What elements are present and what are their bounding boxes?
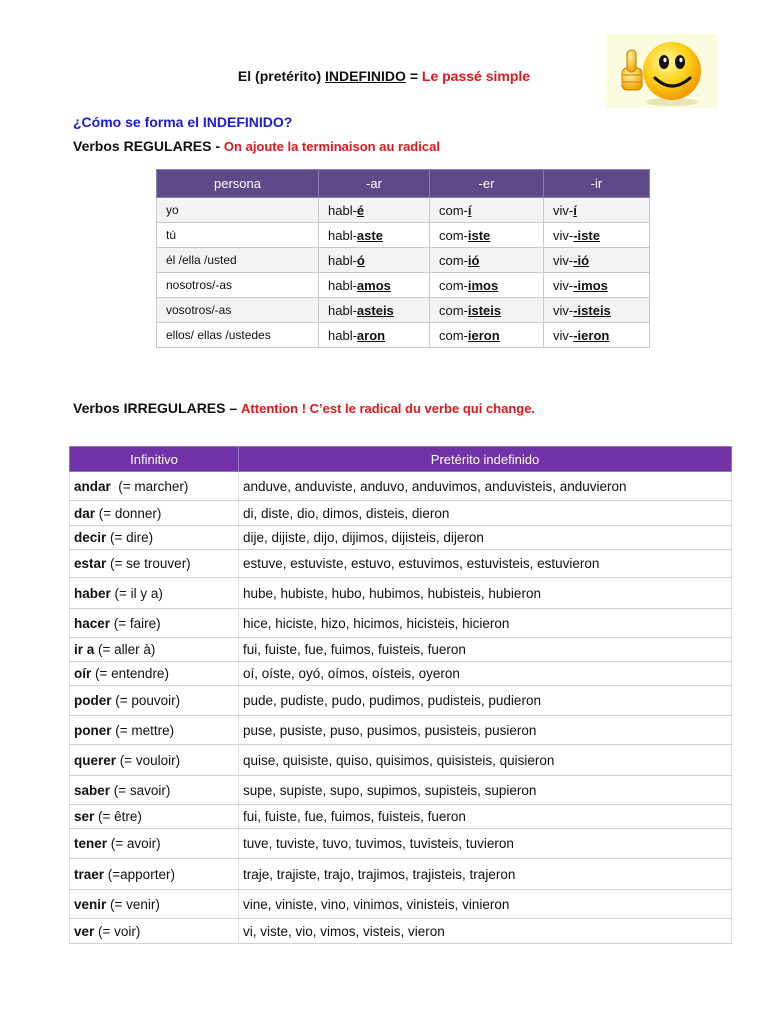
table-row [70, 745, 732, 776]
infinitive-cell [70, 890, 239, 919]
ar-ending: aste [356, 227, 383, 243]
infinitive-cell [70, 829, 239, 859]
persona-cell: tú [157, 223, 319, 248]
infinitive-cell [70, 686, 239, 716]
persona-cell: nosotros/-as [157, 273, 319, 298]
ar-ending: ó [356, 252, 365, 268]
ir-form: viv--iste [544, 223, 650, 248]
table-row [70, 526, 732, 550]
preterite-forms: fui, fuiste, fue, fuimos, fuisteis, fueron [239, 638, 732, 662]
ir-ending: í [573, 202, 577, 218]
header-ir: -ir [544, 170, 650, 198]
header-ar: -ar [319, 170, 430, 198]
verb-meaning: (= donner) [95, 505, 162, 521]
verb-infinitive: querer [74, 752, 117, 768]
table-row [157, 298, 650, 323]
ar-ending: amos [356, 277, 391, 293]
persona-cell: ellos/ ellas /ustedes [157, 323, 319, 348]
verb-meaning: (= marcher) [110, 478, 189, 494]
verb-infinitive: tener [74, 836, 108, 851]
preterite-forms: traje, trajiste, trajo, trajimos, trajisteis, trajeron [239, 859, 732, 890]
table-row [70, 805, 732, 829]
irregular-verbs-heading: Verbos IRREGULARES – Attention ! C’est le radical du verbe qui change. [73, 400, 536, 416]
er-ending: ió [467, 252, 480, 268]
er-ending: ieron [467, 327, 500, 343]
er-ending: isteis [467, 302, 502, 318]
regular-conjugation-table [156, 169, 650, 348]
verb-meaning: (= faire) [110, 615, 161, 631]
preterite-forms: di, diste, dio, dimos, disteis, dieron [239, 501, 732, 526]
table-row [70, 919, 732, 944]
verb-meaning: (= il y a) [110, 585, 163, 601]
table-row [70, 829, 732, 859]
regular-verbs-note: On ajoute la terminaison au radical [223, 139, 440, 154]
verb-meaning: (= entendre) [91, 666, 169, 681]
ir-ending: -iste [573, 227, 600, 243]
regular-verbs-heading: Verbos REGULARES - On ajoute la terminaison au radical [73, 138, 440, 154]
preterite-forms: fui, fuiste, fue, fuimos, fuisteis, fueron [239, 805, 732, 829]
ir-ending: -ieron [573, 327, 610, 343]
preterite-forms: vine, viniste, vino, vinimos, vinisteis, vinieron [239, 890, 732, 919]
table-row [157, 273, 650, 298]
table-row [70, 609, 732, 638]
er-ending: í [467, 202, 472, 218]
ar-form: habl-ó [319, 248, 430, 273]
table-row [70, 550, 732, 578]
infinitive-cell [70, 859, 239, 890]
table-row [70, 578, 732, 609]
header-infinitivo: Infinitivo [70, 447, 239, 472]
preterite-forms: supe, supiste, supo, supimos, supisteis, supieron [239, 776, 732, 805]
ir-form: viv-í [544, 198, 650, 223]
verb-meaning: (= pouvoir) [111, 693, 181, 708]
er-ending: imos [467, 277, 499, 293]
preterite-forms: puse, pusiste, puso, pusimos, pusisteis, pusieron [239, 716, 732, 745]
infinitive-cell [70, 638, 239, 662]
infinitive-cell [70, 501, 239, 526]
preterite-forms: pude, pudiste, pudo, pudimos, pudisteis, pudieron [239, 686, 732, 716]
ir-form: viv--isteis [544, 298, 650, 323]
ir-ending: -imos [573, 277, 608, 293]
ar-form: habl-aste [319, 223, 430, 248]
verb-infinitive: dar [74, 505, 96, 521]
ar-form: habl-amos [319, 273, 430, 298]
persona-cell: yo [157, 198, 319, 223]
verb-infinitive: ser [74, 809, 95, 824]
table-row [70, 890, 732, 919]
verb-infinitive: poder [74, 693, 112, 708]
table-row [70, 859, 732, 890]
er-form: com-í [430, 198, 544, 223]
verb-meaning: (= se trouver) [106, 556, 191, 571]
table-header-row [157, 170, 650, 198]
verb-infinitive: estar [74, 556, 107, 571]
verb-meaning: (= vouloir) [116, 752, 181, 768]
verb-infinitive: ir a [74, 642, 95, 657]
er-form: com-imos [430, 273, 544, 298]
preterite-forms: tuve, tuviste, tuvo, tuvimos, tuvisteis, tuvieron [239, 829, 732, 859]
er-ending: iste [467, 227, 491, 243]
ar-form: habl-é [319, 198, 430, 223]
infinitive-cell [70, 550, 239, 578]
verb-meaning: (=apporter) [104, 866, 175, 882]
verb-meaning: (= savoir) [110, 782, 171, 798]
preterite-forms: quise, quisiste, quiso, quisimos, quisisteis, quisieron [239, 745, 732, 776]
table-header-row [70, 447, 732, 472]
ir-form: viv--ió [544, 248, 650, 273]
infinitive-cell [70, 716, 239, 745]
formation-question: ¿Cómo se forma el INDEFINIDO? [73, 114, 293, 130]
table-row [70, 501, 732, 526]
infinitive-cell [70, 578, 239, 609]
preterite-forms: anduve, anduviste, anduvo, anduvimos, anduvisteis, anduvieron [239, 472, 732, 501]
ir-ending: -isteis [573, 302, 611, 318]
table-row [70, 638, 732, 662]
ar-ending: é [356, 202, 365, 218]
irregular-verbs-note: Attention ! C’est le radical du verbe qui change. [241, 401, 536, 416]
verb-infinitive: andar [74, 478, 111, 494]
verb-meaning: (= mettre) [111, 722, 175, 738]
ar-form: habl-asteis [319, 298, 430, 323]
table-row [157, 248, 650, 273]
header-er: -er [430, 170, 544, 198]
verb-infinitive: ver [74, 923, 95, 939]
page-title: El (pretérito) INDEFINIDO = Le passé simple [237, 68, 531, 84]
ir-form: viv--imos [544, 273, 650, 298]
infinitive-cell [70, 662, 239, 686]
preterite-forms: dije, dijiste, dijo, dijimos, dijisteis, dijeron [239, 526, 732, 550]
infinitive-cell [70, 526, 239, 550]
table-row [70, 716, 732, 745]
infinitive-cell [70, 472, 239, 501]
ir-ending: -ió [573, 252, 590, 268]
verb-infinitive: haber [74, 585, 111, 601]
persona-cell: él /ella /usted [157, 248, 319, 273]
table-row [70, 662, 732, 686]
table-row [157, 223, 650, 248]
persona-cell: vosotros/-as [157, 298, 319, 323]
header-persona: persona [157, 170, 319, 198]
preterite-forms: oí, oíste, oyó, oímos, oísteis, oyeron [239, 662, 732, 686]
er-form: com-ió [430, 248, 544, 273]
ar-ending: aron [356, 327, 386, 343]
verb-infinitive: hacer [74, 615, 111, 631]
verb-meaning: (= aller à) [94, 642, 156, 657]
preterite-forms: estuve, estuviste, estuvo, estuvimos, estuvisteis, estuvieron [239, 550, 732, 578]
infinitive-cell [70, 745, 239, 776]
header-preterito: Pretérito indefinido [239, 447, 732, 472]
table-row [70, 686, 732, 716]
table-row [70, 472, 732, 501]
table-row [157, 323, 650, 348]
title-passe-simple: Le passé simple [421, 68, 531, 84]
verb-infinitive: saber [74, 782, 111, 798]
verb-infinitive: oír [74, 666, 92, 681]
ir-form: viv--ieron [544, 323, 650, 348]
irregular-verbs-table [69, 446, 732, 944]
preterite-forms: vi, viste, vio, vimos, visteis, vieron [239, 919, 732, 944]
infinitive-cell [70, 919, 239, 944]
ar-ending: asteis [356, 302, 394, 318]
verb-infinitive: decir [74, 530, 107, 545]
infinitive-cell [70, 805, 239, 829]
verb-meaning: (= être) [94, 809, 142, 824]
table-row [70, 776, 732, 805]
table-row [157, 198, 650, 223]
er-form: com-iste [430, 223, 544, 248]
verb-infinitive: venir [74, 896, 107, 912]
verb-meaning: (= voir) [94, 923, 141, 939]
preterite-forms: hube, hubiste, hubo, hubimos, hubisteis, hubieron [239, 578, 732, 609]
er-form: com-ieron [430, 323, 544, 348]
infinitive-cell [70, 609, 239, 638]
title-indefinido: INDEFINIDO [325, 68, 406, 84]
infinitive-cell [70, 776, 239, 805]
verb-infinitive: traer [74, 866, 105, 882]
preterite-forms: hice, hiciste, hizo, hicimos, hicisteis, hicieron [239, 609, 732, 638]
verb-meaning: (= avoir) [107, 836, 161, 851]
er-form: com-isteis [430, 298, 544, 323]
ar-form: habl-aron [319, 323, 430, 348]
verb-meaning: (= venir) [106, 896, 160, 912]
verb-meaning: (= dire) [106, 530, 154, 545]
verb-infinitive: poner [74, 722, 112, 738]
